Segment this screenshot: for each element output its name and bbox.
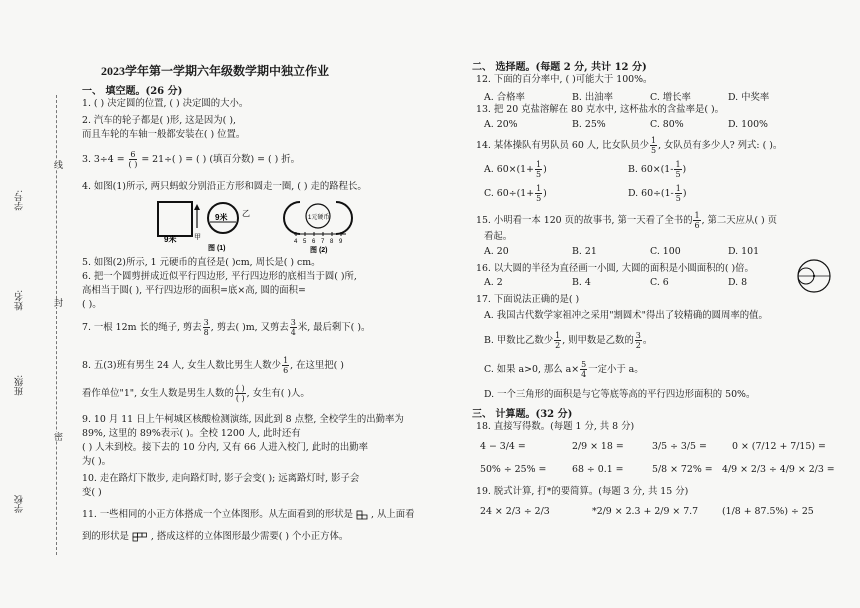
q14a-frac-num: 1	[536, 160, 542, 169]
calc-row1-item2: 2/9 × 18 =	[572, 441, 624, 452]
q17b-tail: 。	[642, 335, 653, 346]
q8-tail: , 在这里把( )	[290, 360, 344, 371]
question-6-line-3: ( )。	[82, 299, 102, 310]
q8-frac-num: 1	[283, 356, 289, 365]
calc-row1-item4: 0 × (7/12 + 7/15) =	[732, 441, 826, 452]
q17b-frac2-num: 3	[635, 331, 641, 340]
q14d-frac-num: 1	[675, 184, 681, 193]
q14-tail: , 女队员有多少人? 列式: ( )。	[658, 140, 783, 151]
q14c-fraction	[535, 184, 542, 203]
question-3	[82, 150, 300, 169]
q14a-fraction	[535, 160, 542, 179]
q7-frac2-num: 3	[290, 318, 296, 327]
section-choice: 二、 选择题。(每题 2 分, 共计 12 分)	[472, 62, 647, 73]
q17b-frac1-num: 1	[555, 331, 561, 340]
q17c-expr: a×	[565, 364, 580, 375]
q15-option-d: D. 101	[728, 246, 760, 257]
q15-option-c: C. 100	[650, 246, 681, 257]
name-label: 姓名:	[14, 290, 24, 311]
bracket-right	[336, 202, 352, 234]
q7-fraction-1	[203, 318, 210, 337]
q8b-fraction	[235, 384, 246, 403]
q12-option-d: D. 中奖率	[728, 92, 770, 103]
q14d-frac-den: 5	[675, 194, 681, 203]
q17-option-a: A. 我国古代数学家祖冲之采用"割圆术"得出了较精确的圆周率的值。	[484, 310, 768, 321]
q8-fraction	[282, 356, 289, 375]
q12-option-b: B. 出油率	[572, 92, 613, 103]
q3-fraction	[129, 150, 138, 169]
q17-option-c	[484, 360, 644, 379]
q14b-frac-num: 1	[675, 160, 681, 169]
q14-option-d: D. 60÷(1- $\frac{1}{5}$ )	[628, 184, 687, 203]
q17c-frac-num: 5	[581, 360, 587, 369]
class-label: 班级:	[14, 375, 24, 396]
q14-frac-num: 1	[651, 136, 657, 145]
q14-fraction	[650, 136, 657, 155]
ruler-tick-4: 4	[294, 239, 298, 245]
q11b-lead: 到的形状是	[82, 531, 129, 542]
q8-lead: 8. 五(3)班有男生 24 人, 女生人数比男生人数少	[82, 360, 282, 371]
question-2-line-2: 而且车轮的车轴一般都安装在( ) 位置。	[82, 129, 246, 140]
q15-option-b: B. 21	[572, 246, 597, 257]
question-9-line-4: 为( )。	[82, 456, 112, 467]
question-8-line-2	[82, 384, 310, 403]
figure-group	[150, 198, 370, 254]
q14b-lead: B. 60×(1-	[628, 164, 674, 175]
question-1: 1. ( ) 决定圆的位置, ( ) 决定圆的大小。	[82, 98, 249, 109]
question-7	[82, 318, 370, 337]
calc-row1-item3: 3/5 ÷ 3/5 =	[652, 441, 707, 452]
question-8-line-1	[82, 356, 344, 375]
q7-tail: 米, 最后剩下( )。	[297, 322, 371, 333]
question-9-line-3: ( ) 人未到校。接下去的 10 分内, 又有 66 人进入校门, 此时的出勤率	[82, 442, 368, 453]
q7-frac1-num: 3	[203, 318, 209, 327]
q12-option-c: C. 增长率	[650, 92, 691, 103]
q16-option-d: D. 8	[728, 277, 748, 288]
top-view-icon	[132, 532, 148, 542]
question-5: 5. 如图(2)所示, 1 元硬币的直径是( )cm, 周长是( ) cm。	[82, 257, 321, 268]
q8-frac-den: 6	[283, 366, 289, 375]
label-yi: 乙	[242, 209, 250, 218]
ruler-tick-5: 5	[303, 239, 307, 245]
question-16: 16. 以大圆的半径为直径画一小圆, 大圆的面积是小圆面积的( )倍。	[476, 263, 754, 274]
calc-row2-item2: 68 ÷ 0.1 =	[572, 464, 624, 475]
q8b-frac-num: ( )	[235, 384, 245, 393]
question-11-line-2	[82, 530, 348, 543]
q14b-fraction	[674, 160, 681, 179]
question-9-line-1: 9. 10 月 11 日上午柯城区核酸检测演练, 因此到 8 点整, 全校学生的出勤率为	[82, 414, 404, 425]
q14-lead: 14. 某体操队有男队员 60 人, 比女队员少	[476, 140, 649, 151]
q3-frac-num: 6	[130, 150, 136, 159]
seal-mark-seal: 封	[52, 298, 62, 307]
figure-2-caption: 图 (2)	[310, 247, 328, 254]
q17b-frac1-den: 2	[555, 341, 561, 350]
q17b-fraction-2	[635, 331, 642, 350]
question-12: 12. 下面的百分率中, ( )可能大于 100%。	[476, 74, 653, 85]
q15-tail: , 第二天应从( ) 页	[701, 215, 778, 226]
q17c-lead: C. 如果 a>0, 那么	[484, 364, 563, 375]
bracket-left	[284, 202, 300, 234]
question-15-line-1	[476, 211, 777, 230]
q16-option-b: B. 4	[572, 277, 591, 288]
label-jia: 甲	[194, 234, 201, 241]
q14a-lead: A. 60×(1+	[484, 164, 534, 175]
square-shape	[158, 202, 192, 236]
student-number-label: 学号:	[14, 190, 24, 211]
calc-row2-item1: 50% ÷ 25% =	[480, 464, 547, 475]
calc-row1-item1: 4 − 3/4 =	[480, 441, 526, 452]
q17b-frac2-den: 2	[635, 341, 641, 350]
square-label: 9米	[164, 235, 177, 244]
q13-option-a: A. 20%	[484, 119, 518, 130]
q11-lead: 11. 一些相同的小正方体搭成一个立体图形。从左面看到的形状是	[82, 509, 354, 520]
section-fill-blank: 一、 填空题。(26 分)	[82, 86, 183, 97]
q14c-lead: C. 60÷(1+	[484, 188, 535, 199]
q3-tail: = 21÷( ) = ( ) (填百分数) = ( ) 折。	[141, 154, 300, 165]
q14d-fraction	[675, 184, 682, 203]
calc-row2-item3: 5/8 × 72% =	[652, 464, 713, 475]
page-title: 2023学年第一学期六年级数学期中独立作业	[100, 64, 329, 78]
q17b-fraction-1	[554, 331, 561, 350]
q17c-fraction	[580, 360, 587, 379]
ruler-tick-6: 6	[312, 239, 316, 245]
q7-fraction-2	[290, 318, 297, 337]
q14-option-c: C. 60÷(1+ $\frac{1}{5}$ )	[484, 184, 547, 203]
q3-lead: 3. 3÷4 =	[82, 154, 125, 165]
q17-option-d: D. 一个三角形的面积是与它等底等高的平行四边形面积的 50%。	[484, 389, 756, 400]
q14c-frac-den: 5	[536, 194, 542, 203]
calc-row3-item1: 24 × 2/3 ÷ 2/3	[480, 506, 550, 517]
question-6-line-1: 6. 把一个圆剪拼成近似平行四边形, 平行四边形的底相当于圆( )所,	[82, 271, 357, 282]
q14-option-b: B. 60×(1- $\frac{1}{5}$ )	[628, 160, 687, 179]
question-4: 4. 如图(1)所示, 两只蚂蚁分别沿正方形和圆走一圈, ( ) 走的路程长。	[82, 181, 367, 192]
arrowhead-icon	[194, 204, 200, 210]
calc-row2-item4: 4/9 × 2/3 ÷ 4/9 × 2/3 =	[722, 464, 835, 475]
q7-lead: 7. 一根 12m 长的绳子, 剪去	[82, 322, 202, 333]
calc-row3-item3: (1/8 + 87.5%) ÷ 25	[722, 506, 814, 517]
q17b-middle: , 则甲数是乙数的	[562, 335, 634, 346]
school-label: 学校	[14, 495, 24, 513]
question-17: 17. 下面说法正确的是( )	[476, 294, 580, 305]
q17b-lead: B. 甲数比乙数少	[484, 335, 554, 346]
seal-mark-secret: 密	[52, 432, 62, 441]
q12-option-a: A. 合格率	[484, 92, 525, 103]
ruler-tick-9: 9	[339, 239, 343, 245]
q7-frac2-den: 4	[290, 328, 296, 337]
question-18: 18. 直接写得数。(每题 1 分, 共 8 分)	[476, 421, 635, 432]
question-11-line-1	[82, 508, 414, 521]
q15-frac-num: 1	[694, 211, 700, 220]
right-column	[432, 0, 860, 608]
q11b-tail: , 搭成这样的立体图形最少需要( ) 个小正方体。	[150, 531, 349, 542]
question-9-line-2: 89%, 这里的 89%表示( )。全校 1200 人, 此时还有	[82, 428, 301, 439]
q11-tail: , 从上面看	[371, 509, 415, 520]
q14a-frac-den: 5	[536, 170, 542, 179]
q17-option-b	[484, 331, 652, 350]
q16-option-c: C. 6	[650, 277, 669, 288]
q15-frac-den: 6	[694, 221, 700, 230]
seal-mark-line: 线	[52, 160, 62, 169]
q14c-frac-num: 1	[536, 184, 542, 193]
circles-figure	[792, 258, 836, 294]
section-calculation: 三、 计算题。(32 分)	[472, 409, 573, 420]
left-view-icon	[356, 510, 368, 520]
q8b-frac-den: ( )	[235, 394, 245, 403]
q14d-lead: D. 60÷(1-	[628, 188, 674, 199]
q14-option-a: A. 60×(1+ $\frac{1}{5}$ )	[484, 160, 547, 179]
question-6-line-2: 高相当于圆( ), 平行四边形的面积=底×高, 圆的面积=	[82, 285, 306, 296]
question-14	[476, 136, 782, 155]
circle-label: 9米	[215, 213, 228, 222]
q7-middle: , 剪去( )m, 又剪去	[210, 322, 289, 333]
q17c-tail: 一定小于 a。	[588, 364, 644, 375]
q15-option-a: A. 20	[484, 246, 509, 257]
q13-option-b: B. 25%	[572, 119, 606, 130]
ruler-tick-7: 7	[321, 239, 325, 245]
question-10-line-1: 10. 走在路灯下散步, 走向路灯时, 影子会变( ); 远离路灯时, 影子会	[82, 473, 360, 484]
question-15-line-2: 看起。	[484, 231, 513, 242]
q13-option-c: C. 80%	[650, 119, 684, 130]
question-13: 13. 把 20 克盐溶解在 80 克水中, 这杯盐水的含盐率是( )。	[476, 104, 725, 115]
q13-option-d: D. 100%	[728, 119, 768, 130]
coin-label: 1元硬币	[308, 215, 330, 221]
q8b-tail: , 女生有( )人。	[246, 388, 310, 399]
q17c-frac-den: 4	[581, 370, 587, 379]
q3-frac-den: ( )	[128, 160, 138, 169]
q16-option-a: A. 2	[484, 277, 503, 288]
question-2-line-1: 2. 汽车的轮子都是( )形, 这是因为( ),	[82, 115, 236, 126]
figure-1-caption: 图 (1)	[208, 245, 226, 252]
q14-frac-den: 5	[651, 146, 657, 155]
q8b-lead: 看作单位"1", 女生人数是男生人数的	[82, 388, 234, 399]
q14b-frac-den: 5	[675, 170, 681, 179]
question-19: 19. 脱式计算, 打*的要简算。(每题 3 分, 共 15 分)	[476, 486, 689, 497]
question-10-line-2: 变( )	[82, 487, 102, 498]
q7-frac1-den: 8	[203, 328, 209, 337]
q15-fraction	[693, 211, 700, 230]
q15-lead: 15. 小明看一本 120 页的故事书, 第一天看了全书的	[476, 215, 693, 226]
calc-row3-item2: *2/9 × 2.3 + 2/9 × 7.7	[592, 506, 699, 517]
ruler-tick-8: 8	[330, 239, 334, 245]
